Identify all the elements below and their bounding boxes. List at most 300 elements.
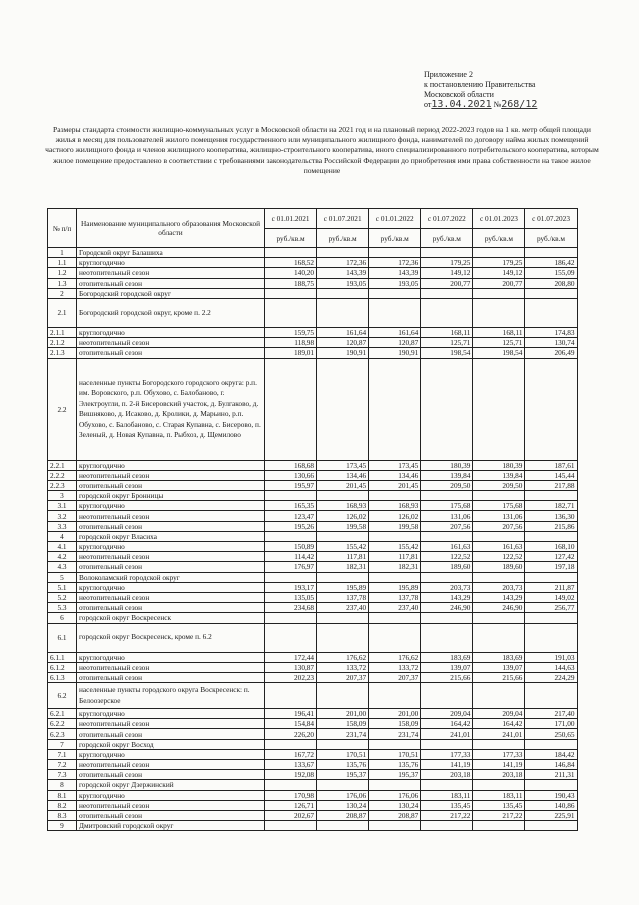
appendix-line: к постановлению Правительства [424,80,536,89]
rate-cell [525,623,577,652]
rate-cell: 158,09 [317,719,369,729]
rate-cell [473,531,525,541]
rate-cell: 195,37 [317,770,369,780]
rate-cell: 241,01 [421,729,473,739]
rate-cell [473,780,525,790]
row-number: 1.1 [48,258,77,268]
row-number: 4.2 [48,552,77,562]
rate-cell [265,248,317,258]
rate-cell [317,821,369,831]
rate-cell: 174,83 [525,327,577,337]
table-row [48,810,578,820]
rate-cell: 117,81 [369,552,421,562]
rate-cell: 197,18 [525,562,577,572]
rate-cell: 176,97 [265,562,317,572]
row-number: 7.3 [48,770,77,780]
rate-cell: 195,89 [369,582,421,592]
row-number: 8 [48,780,77,790]
rate-cell: 135,45 [421,800,473,810]
rate-cell: 130,24 [369,800,421,810]
rate-cell: 177,33 [473,749,525,759]
season-label: неотопительный сезон [77,662,265,672]
rate-cell [265,491,317,501]
rate-cell [265,531,317,541]
rate-cell: 130,87 [265,662,317,672]
rate-cell: 189,60 [421,562,473,572]
rate-cell: 198,54 [473,348,525,358]
rate-cell [369,739,421,749]
rate-cell: 120,87 [369,338,421,348]
rate-cell: 143,29 [473,592,525,602]
table-row [48,562,578,572]
rate-cell: 125,71 [473,338,525,348]
rate-cell [473,623,525,652]
rate-cell: 179,25 [421,258,473,268]
rate-cell: 203,73 [473,582,525,592]
rate-cell [317,572,369,582]
rate-cell: 202,67 [265,810,317,820]
rate-cell [317,358,369,460]
rate-cell [525,739,577,749]
municipality-name: Волоколамский городской округ [77,572,265,582]
rate-cell: 179,25 [473,258,525,268]
row-number: 5.2 [48,592,77,602]
rate-cell: 168,93 [369,501,421,511]
table-row [48,729,578,739]
row-number: 2.2.3 [48,480,77,490]
rate-cell: 186,42 [525,258,577,268]
handwritten-date: 13.04.2021 [431,99,492,110]
rate-cell [369,683,421,709]
rate-cell [421,248,473,258]
rate-cell [265,358,317,460]
table-row [48,739,578,749]
table-row [48,790,578,800]
rate-cell: 215,66 [421,672,473,682]
rate-cell: 175,68 [421,501,473,511]
season-label: отопительный сезон [77,603,265,613]
row-number: 2.2.2 [48,470,77,480]
rate-cell [317,531,369,541]
table-row [48,278,578,288]
rate-cell: 195,97 [265,480,317,490]
rate-cell: 201,00 [369,709,421,719]
rate-cell [525,572,577,582]
rate-cell: 231,74 [317,729,369,739]
subdivision-name: Богородский городской округ, кроме п. 2.2 [77,298,265,327]
rate-cell [421,613,473,623]
rate-cell: 133,67 [265,760,317,770]
rate-cell: 182,71 [525,501,577,511]
rate-cell: 144,63 [525,662,577,672]
rate-cell: 196,41 [265,709,317,719]
municipality-name: Городской округ Балашиха [77,248,265,258]
appendix-title: Приложение 2 [424,70,473,79]
rate-cell [525,683,577,709]
rate-cell: 189,60 [473,562,525,572]
rate-cell: 135,76 [317,760,369,770]
appendix-line: Московской области [424,90,494,99]
rate-cell: 155,09 [525,268,577,278]
table-row [48,298,578,327]
rate-cell: 177,33 [421,749,473,759]
header-number: № п/п [48,209,77,248]
header-unit: руб./кв.м [369,229,421,248]
rate-cell: 117,81 [317,552,369,562]
rate-cell: 215,66 [473,672,525,682]
row-number: 1.3 [48,278,77,288]
rate-cell: 131,06 [421,511,473,521]
rate-cell [525,821,577,831]
rate-cell: 207,56 [473,521,525,531]
rate-cell [473,572,525,582]
rate-cell [369,821,421,831]
rate-cell: 122,52 [421,552,473,562]
season-label: круглогодично [77,501,265,511]
rate-cell: 234,68 [265,603,317,613]
header-unit: руб./кв.м [421,229,473,248]
row-number: 5.3 [48,603,77,613]
table-row [48,800,578,810]
rate-cell: 176,06 [369,790,421,800]
rate-cell: 193,05 [369,278,421,288]
row-number: 4 [48,531,77,541]
rate-cell: 146,84 [525,760,577,770]
rate-cell: 168,68 [265,460,317,470]
row-number: 6.2.3 [48,729,77,739]
season-label: неотопительный сезон [77,511,265,521]
rate-cell: 140,20 [265,268,317,278]
rate-cell: 183,11 [473,790,525,800]
rate-cell: 135,05 [265,592,317,602]
rate-cell: 217,88 [525,480,577,490]
rate-cell: 209,04 [473,709,525,719]
season-label: неотопительный сезон [77,760,265,770]
rate-cell: 126,02 [317,511,369,521]
rate-cell: 187,61 [525,460,577,470]
table-row [48,511,578,521]
rate-cell: 217,22 [421,810,473,820]
row-number: 4.1 [48,542,77,552]
rate-cell: 203,18 [421,770,473,780]
rate-cell: 168,52 [265,258,317,268]
row-number: 2.1.1 [48,327,77,337]
rate-cell: 114,42 [265,552,317,562]
rate-cell [421,288,473,298]
header-municipality: Наименование муниципального образования Московской области [77,209,265,248]
table-row [48,501,578,511]
table-row [48,268,578,278]
rate-cell: 131,06 [473,511,525,521]
rate-cell: 137,78 [317,592,369,602]
rate-cell [317,780,369,790]
season-label: отопительный сезон [77,278,265,288]
rate-cell [265,298,317,327]
table-row [48,348,578,358]
header-unit: руб./кв.м [473,229,525,248]
rate-cell: 158,09 [369,719,421,729]
table-row [48,592,578,602]
rate-cell: 192,08 [265,770,317,780]
table-row [48,683,578,709]
season-label: круглогодично [77,582,265,592]
rate-cell: 246,90 [473,603,525,613]
rate-cell: 161,64 [369,327,421,337]
season-label: круглогодично [77,258,265,268]
rate-cell: 122,52 [473,552,525,562]
season-label: отопительный сезон [77,729,265,739]
rate-cell [265,739,317,749]
season-label: отопительный сезон [77,672,265,682]
table-row [48,491,578,501]
rate-cell: 209,50 [473,480,525,490]
rate-cell: 201,45 [317,480,369,490]
rate-cell: 149,12 [421,268,473,278]
season-label: неотопительный сезон [77,719,265,729]
rate-cell [317,288,369,298]
row-number: 2 [48,288,77,298]
rate-cell [369,491,421,501]
row-number: 6.1.2 [48,662,77,672]
table-row [48,780,578,790]
municipality-name: городской округ Восход [77,739,265,749]
header-date: с 01.07.2023 [525,209,577,229]
rate-cell: 199,58 [369,521,421,531]
row-number: 2.1 [48,298,77,327]
rate-cell: 135,76 [369,760,421,770]
row-number: 5 [48,572,77,582]
rate-cell: 154,84 [265,719,317,729]
rate-cell: 164,42 [473,719,525,729]
rate-cell [525,288,577,298]
rate-cell [473,248,525,258]
season-label: неотопительный сезон [77,338,265,348]
rate-cell: 167,72 [265,749,317,759]
rate-cell [473,358,525,460]
row-number: 3.2 [48,511,77,521]
row-number: 8.1 [48,790,77,800]
rate-cell: 120,87 [317,338,369,348]
rate-cell: 246,90 [421,603,473,613]
rate-cell [317,623,369,652]
rate-cell [525,298,577,327]
document-heading: Размеры стандарта стоимости жилищно-коммунальных услуг в Московской области на 2021 год и на плановый период 2022-2023 годов на 1 кв. метр общей площади жилья в месяц для пользователей жилого помещения государственного или муниципального жилищного фонда, нанимателей по договору найма жилых помещений частного жилищного фонда и членов жилищного кооператива, жилищно-строительного кооператива, иного специализированного потребительского кооператива, которым жилое помещение предоставлено в соответствии с требованиями законодательства Российской Федерации до приобретения ими права собственности на такое жилое помещение [45,125,599,175]
rate-cell: 161,63 [473,542,525,552]
rate-cell [317,739,369,749]
handwritten-number: 268/12 [501,99,538,110]
row-number: 6.1.3 [48,672,77,682]
rate-cell: 206,49 [525,348,577,358]
rate-cell: 159,75 [265,327,317,337]
rate-cell [473,613,525,623]
header-date: с 01.07.2021 [317,209,369,229]
rate-cell: 195,37 [369,770,421,780]
table-row [48,749,578,759]
rate-cell: 207,56 [421,521,473,531]
table-row [48,821,578,831]
rate-cell: 190,91 [369,348,421,358]
row-number: 3 [48,491,77,501]
rate-cell [525,248,577,258]
row-number: 1 [48,248,77,258]
rate-cell [265,613,317,623]
municipality-name: городской округ Власиха [77,531,265,541]
table-row [48,521,578,531]
rate-cell: 170,51 [317,749,369,759]
rate-cell: 237,40 [317,603,369,613]
rate-cell [369,780,421,790]
row-number: 3.3 [48,521,77,531]
rate-cell: 176,06 [317,790,369,800]
rate-cell [421,683,473,709]
rate-cell [369,572,421,582]
header-date: с 01.01.2023 [473,209,525,229]
row-number: 8.2 [48,800,77,810]
rate-cell: 208,87 [369,810,421,820]
rate-cell: 123,47 [265,511,317,521]
header-date: с 01.01.2022 [369,209,421,229]
rate-cell: 183,69 [473,652,525,662]
rate-cell [265,623,317,652]
rate-cell: 172,36 [317,258,369,268]
municipality-name: городской округ Бронницы [77,491,265,501]
number-prefix: № [493,100,502,109]
table-row [48,542,578,552]
row-number: 6.1.1 [48,652,77,662]
rate-cell: 198,54 [421,348,473,358]
season-label: отопительный сезон [77,480,265,490]
rate-cell [317,683,369,709]
rate-cell [421,531,473,541]
rate-cell [525,613,577,623]
row-number: 3.1 [48,501,77,511]
row-number: 1.2 [48,268,77,278]
table-row [48,338,578,348]
rate-cell [525,358,577,460]
season-label: круглогодично [77,652,265,662]
table-row [48,480,578,490]
rate-cell: 143,39 [317,268,369,278]
rate-cell [473,491,525,501]
table-row [48,719,578,729]
rate-cell: 136,30 [525,511,577,521]
header-unit: руб./кв.м [317,229,369,248]
table-row [48,552,578,562]
rate-cell [473,288,525,298]
rate-cell: 225,91 [525,810,577,820]
rate-cell: 209,04 [421,709,473,719]
rate-cell [421,821,473,831]
rate-cell: 215,86 [525,521,577,531]
rate-cell: 250,65 [525,729,577,739]
row-number: 2.1.3 [48,348,77,358]
rate-cell: 173,45 [317,460,369,470]
rate-cell: 188,75 [265,278,317,288]
rate-cell: 237,40 [369,603,421,613]
rate-cell: 140,86 [525,800,577,810]
header-date: с 01.07.2022 [421,209,473,229]
rate-cell [265,780,317,790]
rate-cell: 189,01 [265,348,317,358]
rate-cell: 150,89 [265,542,317,552]
table-row [48,470,578,480]
rate-cell [369,623,421,652]
rate-cell: 207,37 [317,672,369,682]
row-number: 7 [48,739,77,749]
rate-cell [473,739,525,749]
season-label: неотопительный сезон [77,800,265,810]
rate-cell: 226,20 [265,729,317,739]
rate-cell: 201,45 [369,480,421,490]
row-number: 4.3 [48,562,77,572]
season-label: круглогодично [77,790,265,800]
rate-cell [421,780,473,790]
tariff-table [47,208,578,831]
season-label: неотопительный сезон [77,268,265,278]
rate-cell: 183,69 [421,652,473,662]
subdivision-name: городской округ Воскресенск, кроме п. 6.2 [77,623,265,652]
rate-cell [317,298,369,327]
row-number: 9 [48,821,77,831]
rate-cell: 190,43 [525,790,577,800]
row-number: 6.2.1 [48,709,77,719]
rate-cell [317,491,369,501]
rate-cell [473,298,525,327]
rate-cell: 176,62 [369,652,421,662]
rate-cell [421,298,473,327]
row-number: 5.1 [48,582,77,592]
season-label: круглогодично [77,709,265,719]
rate-cell: 171,00 [525,719,577,729]
rate-cell: 134,46 [369,470,421,480]
season-label: неотопительный сезон [77,470,265,480]
rate-cell: 200,77 [473,278,525,288]
rate-cell: 133,72 [369,662,421,672]
municipality-name: Дмитровский городской округ [77,821,265,831]
rate-cell: 180,39 [421,460,473,470]
subdivision-name: населенные пункты городского округа Воскресенск: п. Белоозерское [77,683,265,709]
rate-cell: 201,00 [317,709,369,719]
rate-cell: 183,11 [421,790,473,800]
rate-cell [525,491,577,501]
season-label: отопительный сезон [77,521,265,531]
table-row [48,582,578,592]
season-label: отопительный сезон [77,770,265,780]
table-row [48,460,578,470]
rate-cell: 143,29 [421,592,473,602]
rate-cell: 203,18 [473,770,525,780]
rate-cell: 145,44 [525,470,577,480]
rate-cell: 190,91 [317,348,369,358]
table-row [48,672,578,682]
table-row [48,623,578,652]
row-number: 6.2 [48,683,77,709]
rate-cell: 155,42 [317,542,369,552]
rate-cell: 143,39 [369,268,421,278]
municipality-name: городской округ Воскресенск [77,613,265,623]
rate-cell: 195,26 [265,521,317,531]
header-unit: руб./кв.м [525,229,577,248]
rate-cell [369,531,421,541]
rate-cell: 139,84 [421,470,473,480]
rate-cell: 224,29 [525,672,577,682]
rate-cell [369,298,421,327]
row-number: 2.2.1 [48,460,77,470]
season-label: отопительный сезон [77,562,265,572]
rate-cell: 182,31 [317,562,369,572]
rate-cell [369,288,421,298]
rate-cell: 175,68 [473,501,525,511]
